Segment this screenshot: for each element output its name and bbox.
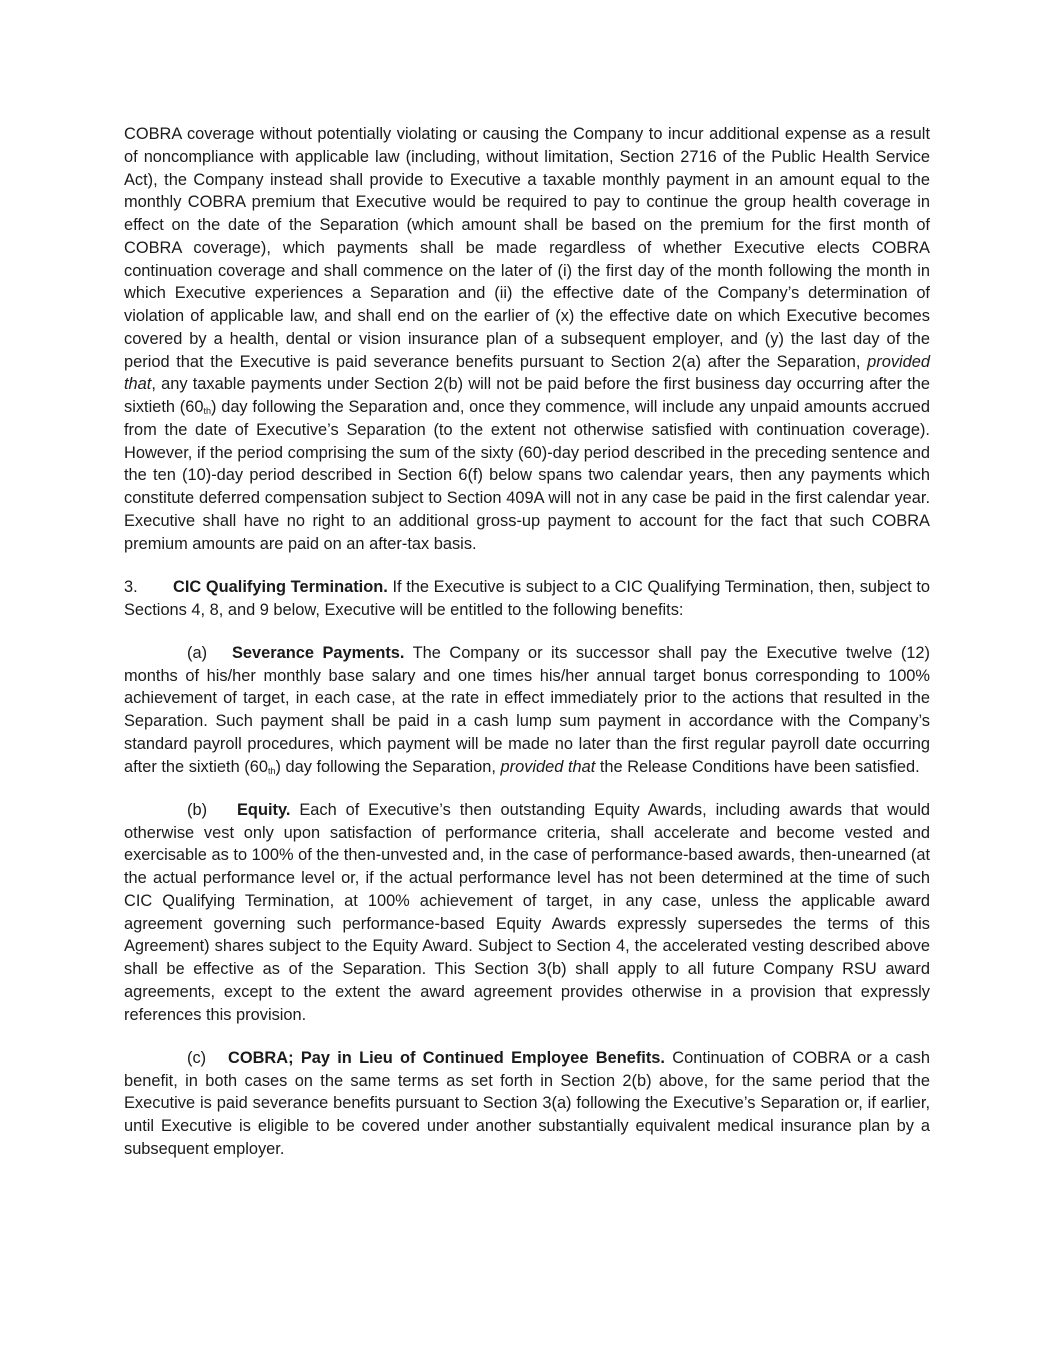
subsection-b-paragraph	[124, 799, 930, 1027]
subsection-b-label: (b)	[187, 800, 208, 819]
cobra-continuation-paragraph	[124, 123, 930, 555]
section-3-paragraph	[124, 576, 930, 622]
subsection-a-text-part2: ) day following the Separation,	[275, 757, 501, 776]
section-3-heading: CIC Qualifying Termination.	[173, 577, 388, 596]
document-page	[124, 123, 930, 1181]
subsection-b-heading: Equity.	[237, 800, 291, 819]
subsection-c-text: Continuation of COBRA or a cash benefit, in both cases on the same terms as set forth in Section 2(b) above, for the same period that the Executive is paid severance benefits pursuant to Section 3(a) following the Executive’s Separation or, if earlier, until Executive is eligible to be covered under another substantially equivalent medical insurance plan by a subsequent employer.	[124, 1048, 930, 1158]
subsection-a-provided-that: provided that	[500, 757, 596, 776]
section-3-number: 3.	[124, 577, 138, 596]
cobra-text-part3: ) day following the Separation and, once they commence, will include any unpaid amounts accrued from the date of Executive’s Separation (to the extent not otherwise satisfied with continuation coverage). However, if the period comprising the sum of the sixty (60)-day period described in the preceding sentence and the ten (10)-day period described in Section 6(f) below spans two calendar years, then any payments which constitute deferred compensation subject to Section 409A will not in any case be paid in the first calendar year. Executive shall have no right to an additional gross-up payment to account for the fact that such COBRA premium amounts are paid on an after-tax basis.	[124, 398, 930, 553]
subsection-c-paragraph	[124, 1047, 930, 1161]
subsection-c-heading: COBRA; Pay in Lieu of Continued Employee Benefits.	[228, 1048, 665, 1067]
subsection-a-label: (a)	[187, 643, 208, 662]
cobra-provided-that: provided that	[124, 352, 930, 394]
subsection-a-paragraph	[124, 642, 930, 779]
section-3-text: If the Executive is subject to a CIC Qualifying Termination, then, subject to Sections 4, 8, and 9 below, Executive will be entitled to the following benefits:	[124, 577, 930, 619]
subsection-a-ordinal-suffix: th	[267, 765, 276, 776]
subsection-c-label: (c)	[187, 1048, 207, 1067]
cobra-ordinal-suffix: th	[203, 406, 211, 416]
subsection-a-text-part1: The Company or its successor shall pay the Executive twelve (12) months of his/her monthly base salary and one times his/her annual target bonus corresponding to 100% achievement of target, in each case, at the rate in effect immediately prior to the actions that resulted in the Separation. Such payment shall be paid in a cash lump sum payment in accordance with the Company’s standard payroll procedures, which payment will be made no later than the first regular payroll date occurring after the sixtieth (60	[124, 643, 930, 776]
cobra-text-part2: , any taxable payments under Section 2(b) will not be paid before the first business day occurring after the sixtieth (60	[124, 375, 930, 416]
subsection-a-heading: Severance Payments.	[232, 643, 405, 662]
cobra-text-part1: COBRA coverage without potentially violating or causing the Company to incur additional expense as a result of noncompliance with applicable law (including, without limitation, Section 2716 of the Public Health Service Act), the Company instead shall provide to Executive a taxable monthly payment in an amount equal to the monthly COBRA premium that Executive would be required to pay to continue the group health coverage in effect on the date of the Separation (which amount shall be based on the premium for the first month of COBRA coverage), which payments shall be made regardless of whether Executive elects COBRA continuation coverage and shall commence on the later of (i) the first day of the month following the month in which Executive experiences a Separation and (ii) the effective date of the Company’s determination of violation of applicable law, and shall end on the earlier of (x) the effective date on which Executive becomes covered by a health, dental or vision insurance plan of a subsequent employer, and (y) the last day of the period that the Executive is paid severance benefits pursuant to Section 2(a) after the Separation,	[124, 125, 930, 371]
subsection-a-text-part3: the Release Conditions have been satisfied.	[595, 757, 920, 776]
subsection-b-text: Each of Executive’s then outstanding Equity Awards, including awards that would otherwise vest only upon satisfaction of performance criteria, shall accelerate and become vested and exercisable as to 100% of the then-unvested and, in the case of performance-based awards, then-unearned (at the actual performance level or, if the actual performance level has not been determined at the time of such CIC Qualifying Termination, at 100% achievement of target, in any case, unless the applicable award agreement governing such performance-based Equity Awards expressly supersedes the terms of this Agreement) shares subject to the Equity Award. Subject to Section 4, the accelerated vesting described above shall be effective as of the Separation. This Section 3(b) shall apply to all future Company RSU award agreements, except to the extent the award agreement provides otherwise in a provision that expressly references this provision.	[124, 800, 930, 1024]
